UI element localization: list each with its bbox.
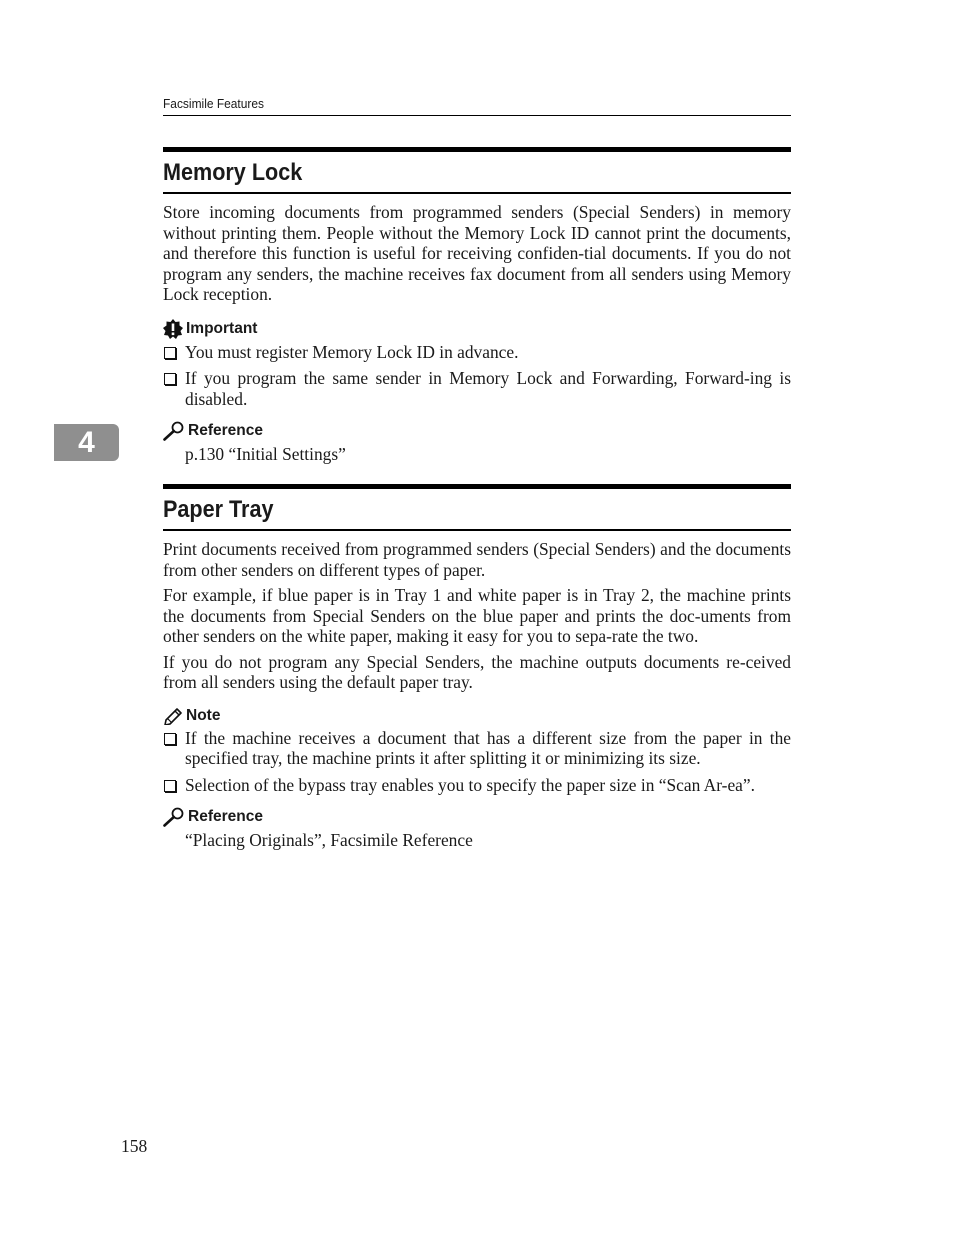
- page-number: 158: [121, 1136, 148, 1156]
- checkbox-bullet-icon: [163, 728, 185, 769]
- section-bottom-rule: [163, 529, 791, 531]
- reference-label: Reference: [188, 422, 263, 439]
- note-item: Selection of the bypass tray enables you to specify the paper size in “Scan Ar-ea”.: [163, 775, 791, 796]
- paper-tray-paragraph: If you do not program any Special Senders, the machine outputs documents re-ceived from all senders using the default paper tray.: [163, 651, 791, 692]
- magnifier-icon: [163, 807, 185, 827]
- reference-heading: [163, 807, 791, 827]
- memory-lock-intro: Store incoming documents from programmed senders (Special Senders) in memory without printing them. People without the Memory Lock ID cannot print the documents, and therefore this function is useful for receiving confiden-tial documents. If you do not program any senders, the machine receives fax document from all senders using Memory Lock reception.: [163, 202, 791, 304]
- section-bottom-rule: [163, 192, 791, 194]
- paper-tray-paragraph: For example, if blue paper is in Tray 1 and white paper is in Tray 2, the machine prints the documents from Special Senders on the blue paper and prints the doc-uments from other senders on the white paper, making it easy for you to sepa-rate the two.: [163, 585, 791, 646]
- important-icon: [163, 319, 183, 339]
- note-label: Note: [186, 706, 221, 724]
- important-heading: [163, 319, 791, 339]
- memory-lock-section: [163, 147, 791, 465]
- note-heading: [163, 707, 791, 725]
- running-header: Facsimile Features: [163, 96, 265, 111]
- checkbox-bullet-icon: [163, 368, 185, 409]
- section-title-paper-tray: Paper Tray: [163, 496, 274, 523]
- reference-link[interactable]: p.130 “Initial Settings”: [185, 444, 346, 464]
- paper-tray-section: [163, 484, 791, 851]
- important-item: If you program the same sender in Memory Lock and Forwarding, Forward-ing is disabled.: [163, 368, 791, 409]
- important-item: You must register Memory Lock ID in advance.: [163, 342, 791, 363]
- magnifier-icon: [163, 421, 185, 441]
- reference-label: Reference: [188, 808, 263, 825]
- section-title-memory-lock: Memory Lock: [163, 159, 303, 186]
- paper-tray-paragraph: Print documents received from programmed senders (Special Senders) and the documents from other senders on different types of paper.: [163, 539, 791, 580]
- chapter-tab: 4: [54, 424, 119, 461]
- pencil-icon: [163, 707, 183, 725]
- checkbox-bullet-icon: [163, 775, 185, 796]
- reference-heading: [163, 421, 791, 441]
- header-rule: [163, 115, 791, 116]
- note-item: If the machine receives a document that has a different size from the paper in the specified tray, the machine prints it after splitting it or minimizing its size.: [163, 728, 791, 769]
- reference-link[interactable]: “Placing Originals”, Facsimile Reference: [185, 830, 473, 850]
- important-label: Important: [186, 319, 258, 337]
- checkbox-bullet-icon: [163, 342, 185, 363]
